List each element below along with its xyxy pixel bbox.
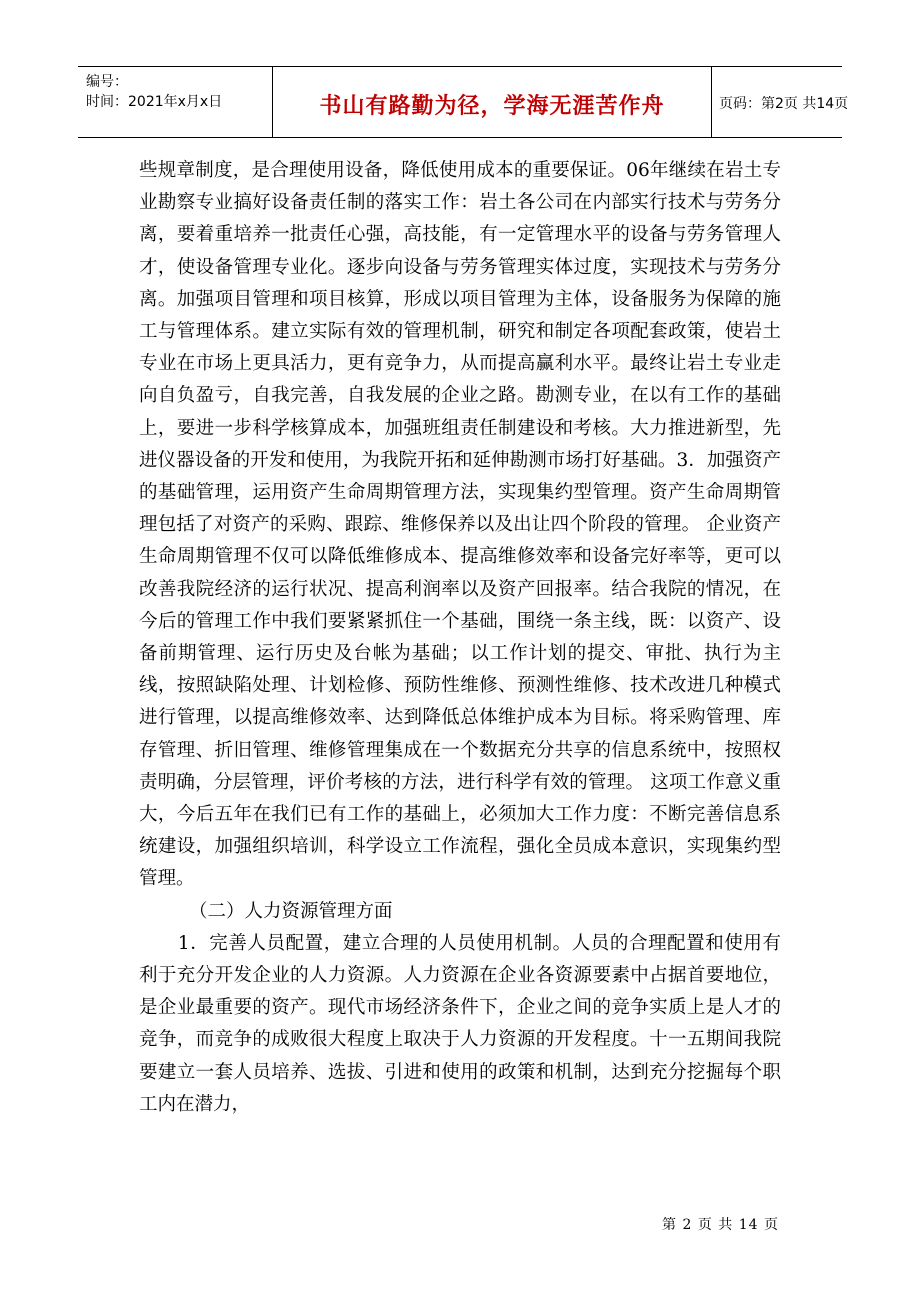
- document-body: [139, 155, 781, 1121]
- page-footer: 第 2 页 共 14 页: [662, 1217, 779, 1233]
- body-paragraph: 些规章制度，是合理使用设备，降低使用成本的重要保证。06年继续在岩土专业勘察专业搞好设备责任制的落实工作：岩土各公司在内部实行技术与劳务分离，要着重培养一批责任心强，高技能，有一定管理水平的设备与劳务管理人才，使设备管理专业化。逐步向设备与劳务管理实体过度，实现技术与劳务分离。加强项目管理和项目核算，形成以项目管理为主体，设备服务为保障的施工与管理体系。建立实际有效的管理机制，研究和制定各项配套政策，使岩土专业在市场上更具活力，更有竞争力，从而提高赢利水平。最终让岩土专业走向自负盈亏，自我完善，自我发展的企业之路。勘测专业，在以有工作的基础上，要进一步科学核算成本，加强班组责任制建设和考核。大力推进新型，先进仪器设备的开发和使用，为我院开拓和延伸勘测市场打好基础。3．加强资产的基础管理，运用资产生命周期管理方法，实现集约型管理。资产生命周期管理包括了对资产的采购、跟踪、维修保养以及出让四个阶段的管理。 企业资产生命周期管理不仅可以降低维修成本、提高维修效率和设备完好率等，更可以改善我院经济的运行状况、提高利润率以及资产回报率。结合我院的情况，在今后的管理工作中我们要紧紧抓住一个基础，围绕一条主线，既：以资产、设备前期管理、运行历史及台帐为基础；以工作计划的提交、审批、执行为主线，按照缺陷处理、计划检修、预防性维修、预测性维修、技术改进几种模式进行管理，以提高维修效率、达到降低总体维护成本为目标。将采购管理、库存管理、折旧管理、维修管理集成在一个数据充分共享的信息系统中，按照权责明确，分层管理，评价考核的方法，进行科学有效的管理。 这项工作意义重大，今后五年在我们已有工作的基础上，必须加大工作力度：不断完善信息系统建设，加强组织培训，科学设立工作流程，强化全员成本意识，实现集约型管理。: [139, 160, 781, 890]
- header-motto-cell: [272, 67, 712, 137]
- section-heading: （二）人力资源管理方面: [188, 900, 393, 922]
- header-page-label: 页码：第2页 共14页: [719, 96, 849, 112]
- page-header: [78, 66, 849, 138]
- document-date-label: 时间：2021年x月x日: [86, 94, 223, 110]
- header-left-cell: [78, 67, 272, 137]
- document-number-label: 编号：: [86, 74, 128, 90]
- header-right-cell: [711, 67, 849, 137]
- header-motto: 书山有路勤为径，学海无涯苦作舟: [319, 93, 665, 119]
- body-paragraph: 1．完善人员配置，建立合理的人员使用机制。人员的合理配置和使用有利于充分开发企业的人力资源。人力资源在企业各资源要素中占据首要地位，是企业最重要的资产。现代市场经济条件下，企业之间的竞争实质上是人才的竞争，而竞争的成败很大程度上取决于人力资源的开发程度。十一五期间我院要建立一套人员培养、选拔、引进和使用的政策和机制，达到充分挖掘每个职工内在潜力，: [139, 932, 781, 1115]
